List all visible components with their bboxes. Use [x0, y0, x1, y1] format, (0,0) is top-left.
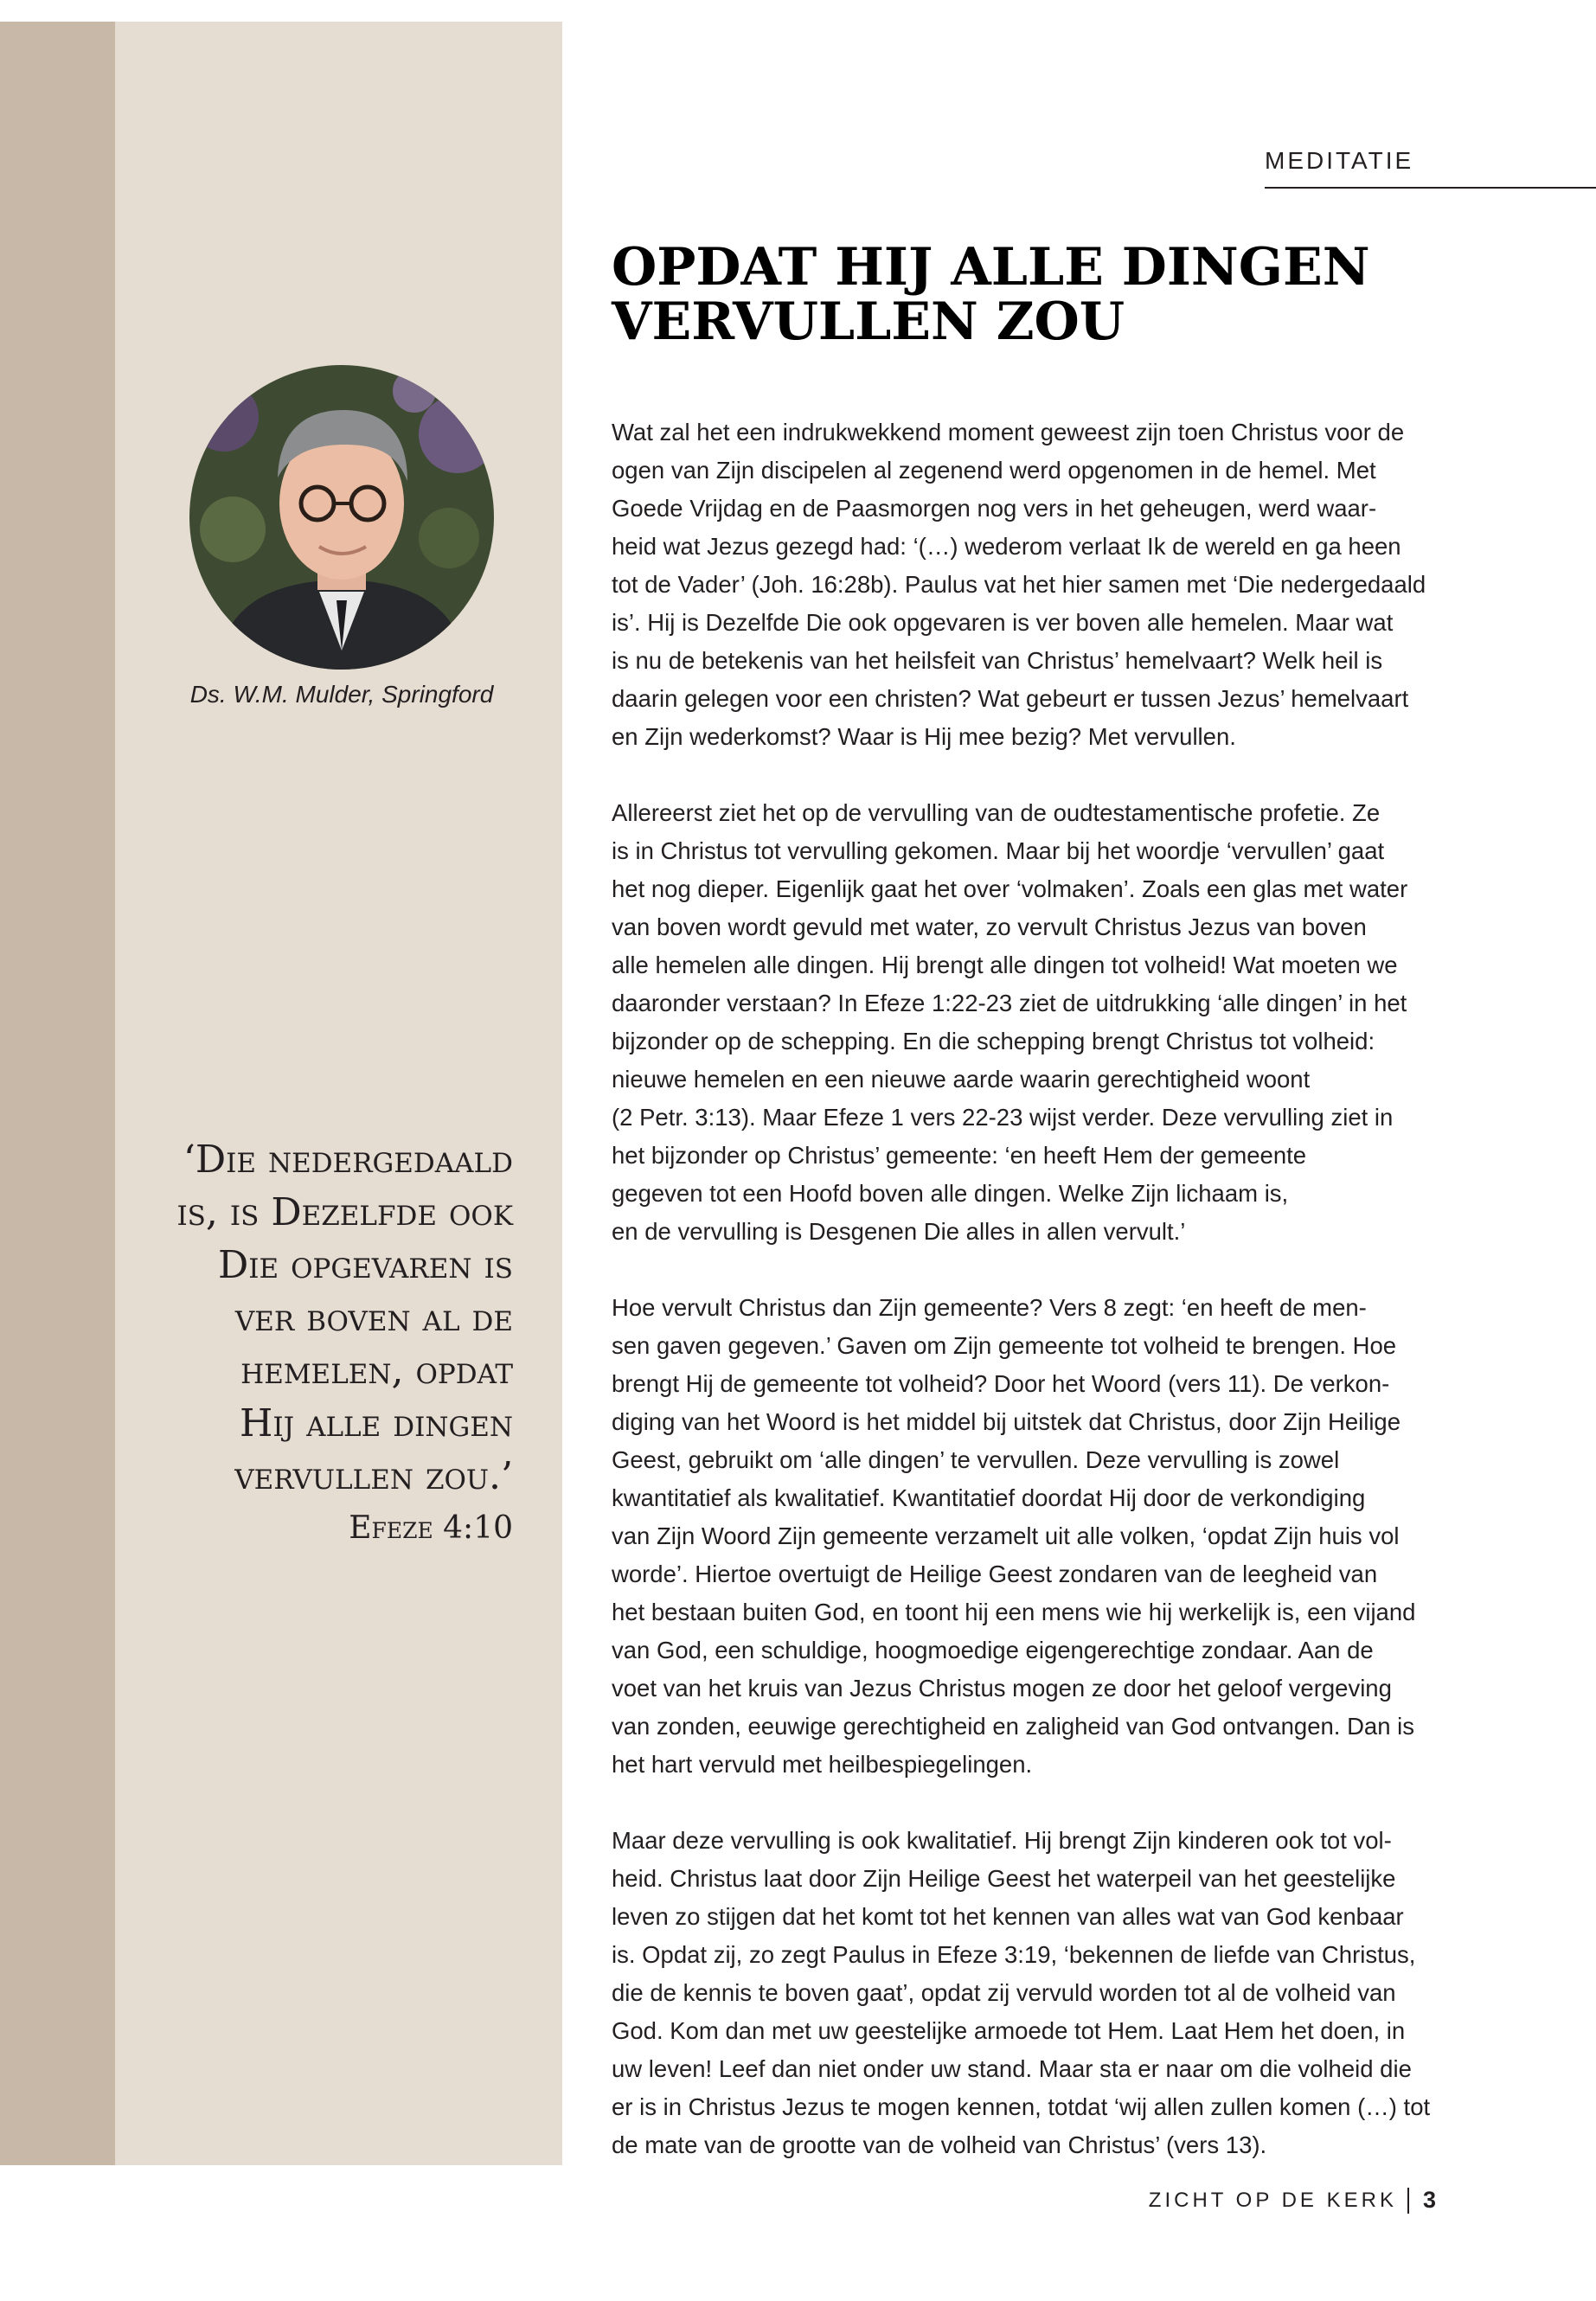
title-line: OPDAT HIJ ALLE DINGEN: [612, 237, 1370, 298]
paragraph-line: Geest, gebruikt om ‘alle dingen’ te vervullen. Deze vervulling is zowel: [612, 1446, 1340, 1473]
pull-quote-line: Die opgevaren is: [217, 1243, 513, 1287]
paragraph-line: ogen van Zijn discipelen al zegenend werd opgenomen in de hemel. Met: [612, 457, 1376, 484]
paragraph-line: brengt Hij de gemeente tot volheid? Door het Woord (vers 11). De verkon-: [612, 1370, 1390, 1397]
paragraph-line: het bestaan buiten God, en toont hij een mens wie hij werkelijk is, een vijand: [612, 1599, 1416, 1625]
paragraph-line: sen gaven gegeven.’ Gaven om Zijn gemeente tot volheid te brengen. Hoe: [612, 1332, 1397, 1359]
paragraph-line: het bijzonder op Christus’ gemeente: ‘en heeft Hem der gemeente: [612, 1142, 1307, 1169]
pull-quote-line: Hij alle dingen: [240, 1401, 513, 1445]
paragraph-line: het nog dieper. Eigenlijk gaat het over ‘volmaken’. Zoals een glas met water: [612, 875, 1408, 902]
author-portrait: [189, 365, 494, 670]
paragraph-line: God. Kom dan met uw geestelijke armoede tot Hem. Laat Hem het doen, in: [612, 2017, 1406, 2044]
paragraph-line: heid. Christus laat door Zijn Heilige Geest het waterpeil van het geestelijke: [612, 1865, 1396, 1892]
paragraph-line: Wat zal het een indrukwekkend moment geweest zijn toen Christus voor de: [612, 419, 1405, 445]
publication-name: ZICHT OP DE KERK: [1148, 2188, 1397, 2212]
paragraph-line: is’. Hij is Dezelfde Die ook opgevaren is ver boven alle hemelen. Maar wat: [612, 609, 1394, 636]
article-title: [612, 237, 1477, 352]
paragraph-line: Goede Vrijdag en de Paasmorgen nog vers in het geheugen, werd waar-: [612, 495, 1377, 522]
paragraph-line: kwantitatief als kwalitatief. Kwantitatief doordat Hij door de verkondiging: [612, 1484, 1366, 1511]
paragraph-line: gegeven tot een Hoofd boven alle dingen. Welke Zijn lichaam is,: [612, 1180, 1289, 1207]
paragraph-line: uw leven! Leef dan niet onder uw stand. Maar sta er naar om die volheid die: [612, 2055, 1412, 2082]
pull-quote-line: ver boven al de: [234, 1296, 513, 1340]
paragraph-line: is nu de betekenis van het heilsfeit van Christus’ hemelvaart? Welk heil is: [612, 647, 1383, 674]
section-label: MEDITATIE: [1265, 147, 1414, 174]
paragraph-line: het hart vervuld met heilbespiegelingen.: [612, 1751, 1033, 1778]
paragraph-line: (2 Petr. 3:13). Maar Efeze 1 vers 22-23 wijst verder. Deze vervulling ziet in: [612, 1104, 1394, 1131]
page-footer: [1149, 2187, 1436, 2214]
article-paragraph: [612, 794, 1477, 1251]
article-paragraph: [612, 413, 1477, 756]
pull-quote: [130, 1133, 513, 1554]
paragraph-line: Hoe vervult Christus dan Zijn gemeente? Vers 8 zegt: ‘en heeft de men-: [612, 1294, 1367, 1321]
paragraph-line: van zonden, eeuwige gerechtigheid en zaligheid van God ontvangen. Dan is: [612, 1713, 1415, 1740]
paragraph-line: diging van het Woord is het middel bij uitstek dat Christus, door Zijn Heilige: [612, 1408, 1401, 1435]
paragraph-line: is. Opdat zij, zo zegt Paulus in Efeze 3:19, ‘bekennen de liefde van Christus,: [612, 1941, 1416, 1968]
paragraph-line: van Zijn Woord Zijn gemeente verzamelt uit alle volken, ‘opdat Zijn huis vol: [612, 1522, 1400, 1549]
paragraph-line: Maar deze vervulling is ook kwalitatief. Hij brengt Zijn kinderen ook tot vol-: [612, 1827, 1392, 1854]
paragraph-line: van boven wordt gevuld met water, zo vervult Christus Jezus van boven: [612, 913, 1367, 940]
article-paragraph: [612, 1289, 1477, 1784]
paragraph-line: die de kennis te boven gaat’, opdat zij vervuld worden tot al de volheid van: [612, 1979, 1396, 2006]
paragraph-line: en de vervulling is Desgenen Die alles in allen vervult.’: [612, 1218, 1186, 1245]
paragraph-line: is in Christus tot vervulling gekomen. Maar bij het woordje ‘vervullen’ gaat: [612, 837, 1385, 864]
paragraph-line: bijzonder op de schepping. En die schepping brengt Christus tot volheid:: [612, 1028, 1375, 1054]
sidebar-panel: [115, 22, 562, 2165]
sidebar-accent-strip: [0, 22, 115, 2165]
pull-quote-line: is, is Dezelfde ook: [176, 1190, 513, 1234]
pull-quote-line: vervullen zou.’: [234, 1454, 513, 1498]
author-caption: Ds. W.M. Mulder, Springford: [189, 681, 494, 708]
section-rule: [1265, 187, 1596, 189]
paragraph-line: er is in Christus Jezus te mogen kennen, totdat ‘wij allen zullen komen (…) tot: [612, 2093, 1431, 2120]
page-number: 3: [1422, 2187, 1436, 2213]
article-paragraph: [612, 1822, 1477, 2164]
paragraph-line: de mate van de grootte van de volheid van Christus’ (vers 13).: [612, 2131, 1267, 2158]
paragraph-line: daarin gelegen voor een christen? Wat gebeurt er tussen Jezus’ hemelvaart: [612, 685, 1409, 712]
paragraph-line: daaronder verstaan? In Efeze 1:22-23 ziet de uitdrukking ‘alle dingen’ in het: [612, 990, 1407, 1016]
pull-quote-line: ‘Die nedergedaald: [183, 1138, 513, 1182]
paragraph-line: en Zijn wederkomst? Waar is Hij mee bezig? Met vervullen.: [612, 723, 1236, 750]
paragraph-line: worde’. Hiertoe overtuigt de Heilige Geest zondaren van de leegheid van: [612, 1561, 1378, 1587]
paragraph-line: alle hemelen alle dingen. Hij brengt alle dingen tot volheid! Wat moeten we: [612, 952, 1398, 978]
title-line: VERVULLEN ZOU: [612, 292, 1125, 352]
paragraph-line: heid wat Jezus gezegd had: ‘(…) wederom verlaat Ik de wereld en ga heen: [612, 533, 1401, 560]
paragraph-line: leven zo stijgen dat het komt tot het kennen van alles wat van God kenbaar: [612, 1903, 1404, 1930]
paragraph-line: van God, een schuldige, hoogmoedige eigengerechtige zondaar. Aan de: [612, 1637, 1374, 1663]
paragraph-line: voet van het kruis van Jezus Christus mogen ze door het geloof vergeving: [612, 1675, 1392, 1702]
paragraph-line: nieuwe hemelen en een nieuwe aarde waarin gerechtigheid woont: [612, 1066, 1311, 1093]
pull-quote-line: hemelen, opdat: [240, 1349, 513, 1393]
article-body: [612, 413, 1477, 2164]
pull-quote-reference: Efeze 4:10: [349, 1510, 513, 1546]
paragraph-line: tot de Vader’ (Joh. 16:28b). Paulus vat het hier samen met ‘Die nedergedaald: [612, 571, 1426, 598]
footer-divider: [1407, 2188, 1409, 2214]
paragraph-line: Allereerst ziet het op de vervulling van de oudtestamentische profetie. Ze: [612, 799, 1381, 826]
